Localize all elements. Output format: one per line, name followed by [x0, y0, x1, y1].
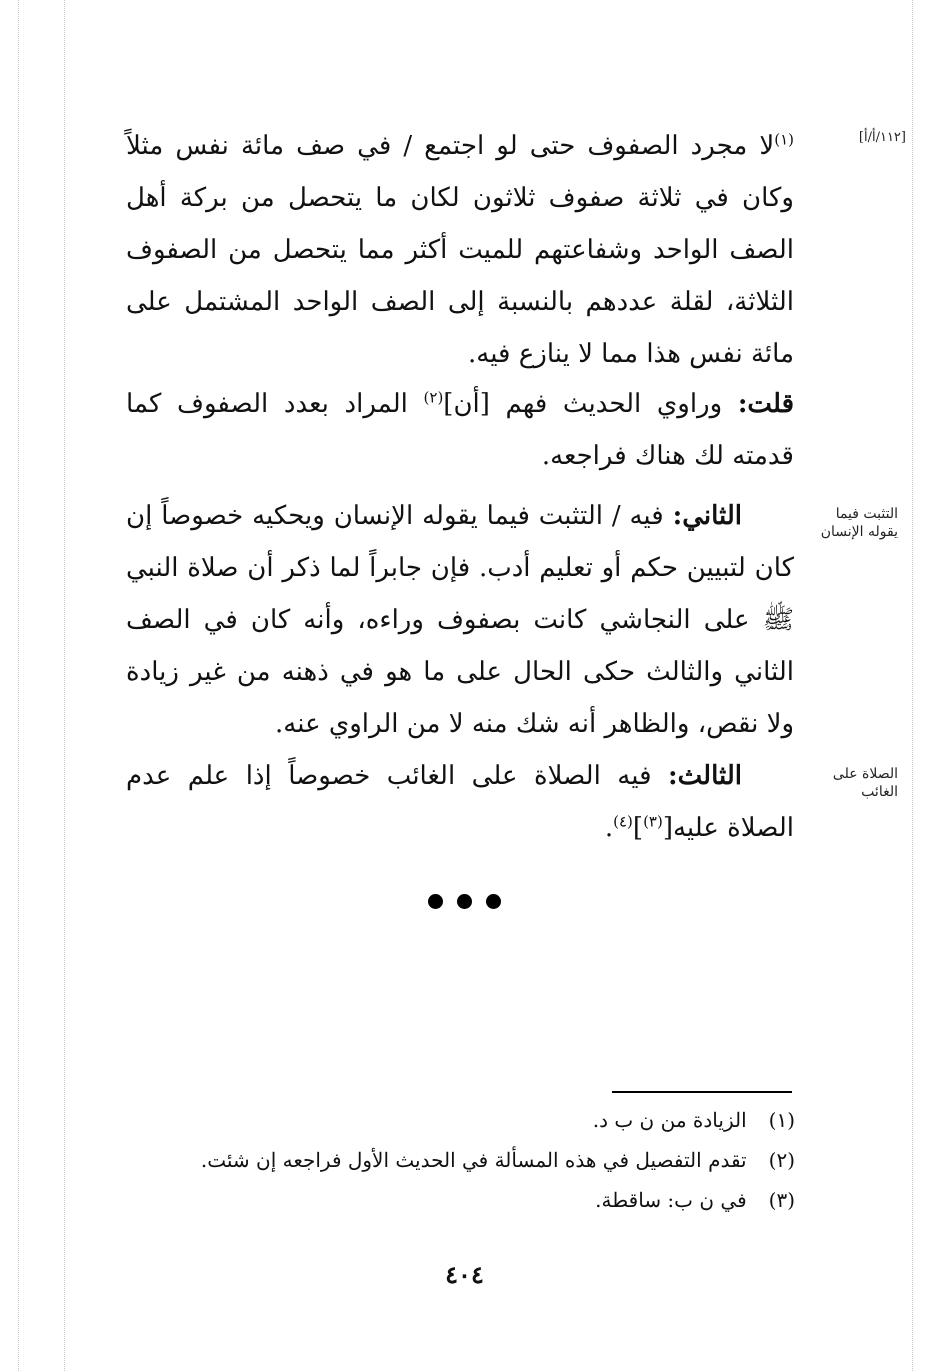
separator-dot — [457, 894, 472, 909]
footnote-divider — [612, 1091, 792, 1093]
scan-dotted-line — [18, 0, 19, 1371]
paragraph-3-keyword: الثاني: — [672, 501, 743, 531]
separator-dot — [428, 894, 443, 909]
scan-dotted-line — [912, 0, 913, 1371]
footnote-number: (٢) — [768, 1148, 795, 1172]
separator-dot — [486, 894, 501, 909]
paragraph-2 — [126, 378, 794, 482]
paragraph-4-keyword: الثالث: — [668, 761, 743, 791]
page-number: ٤٠٤ — [445, 1260, 484, 1289]
footnote-number: (١) — [768, 1108, 795, 1132]
footnotes — [150, 1100, 795, 1220]
paragraph-3-text: فيه / التثبت فيما يقوله الإنسان ويحكيه خصوصاً إن كان لتبيين حكم أو تعليم أدب. فإن جابراً لما ذكر أن صلاة النبي ﷺ على النجاشي كانت بصفوف وراءه، وأنه كان في الصف الثاني والثالث حكى الحال على ما هو في ذهنه من غير زيادة ولا نقص، والظاهر أنه شك منه لا من الراوي عنه. — [126, 501, 794, 739]
footnote-text: تقدم التفصيل في هذه المسألة في الحديث الأول فراجعه إن شئت. — [200, 1148, 747, 1172]
footnote-item — [150, 1100, 795, 1140]
footnote-item — [150, 1180, 795, 1220]
footnote-ref-4[interactable]: (٤) — [613, 812, 633, 831]
paragraph-2-text-b: المراد بعدد الصفوف كما قدمته لك هناك فراجعه. — [126, 389, 794, 471]
paragraph-4-bracket: ] — [632, 813, 644, 843]
footnote-text: الزيادة من ن ب د. — [592, 1108, 747, 1132]
footnote-ref-3[interactable]: (٣) — [643, 812, 663, 831]
scan-dotted-line — [64, 0, 65, 1371]
margin-heading-verification: التثبت فيما يقوله الإنسان — [820, 506, 898, 540]
paragraph-4-text: فيه الصلاة على الغائب خصوصاً إذا علم عدم الصلاة عليه[ — [126, 761, 794, 843]
paragraph-4-end: . — [604, 813, 614, 843]
footnote-ref-1[interactable]: (١) — [774, 130, 794, 149]
paragraph-1 — [126, 120, 794, 380]
paragraph-4 — [126, 750, 794, 854]
paragraph-2-keyword: قلت: — [737, 389, 794, 419]
footnote-ref-2[interactable]: (٢) — [423, 388, 444, 407]
footnote-item — [150, 1140, 795, 1180]
paragraph-1-text: لا مجرد الصفوف حتى لو اجتمع / في صف مائة نفس مثلاً وكان في ثلاثة صفوف ثلاثون لكان ما يتحصل من بركة أهل الصف الواحد وشفاعتهم للميت أكثر مما يتحصل من الصفوف الثلاثة، لقلة عددهم بالنسبة إلى الصف الواحد المشتمل على مائة نفس هذا مما لا ينازع فيه. — [126, 131, 794, 369]
margin-heading-absent-prayer: الصلاة على الغائب — [832, 766, 898, 800]
section-separator — [0, 894, 929, 913]
manuscript-folio-marker: [١١٢/أ/أ] — [858, 130, 906, 145]
footnote-number: (٣) — [768, 1188, 795, 1212]
paragraph-2-text-a: وراوي الحديث فهم [أن] — [443, 389, 723, 419]
paragraph-3 — [126, 490, 794, 750]
footnote-text: في ن ب: ساقطة. — [595, 1188, 747, 1212]
